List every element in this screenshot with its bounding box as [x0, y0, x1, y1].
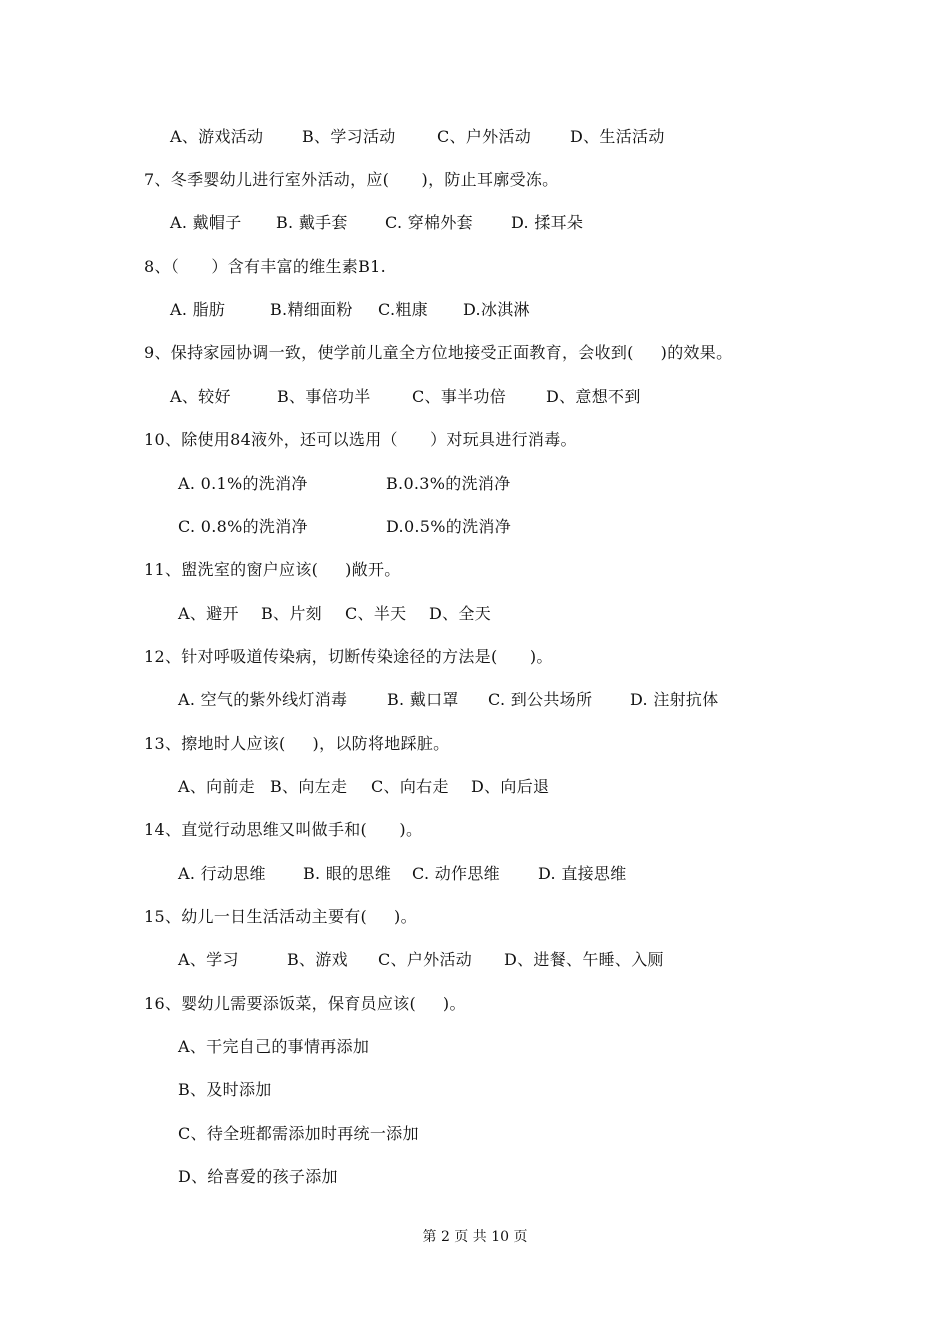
option-q7-c: C. 穿棉外套: [385, 213, 473, 232]
options-q10-row1: [0, 474, 950, 494]
option-q15-d: D、进餐、午睡、入厕: [504, 950, 664, 969]
option-q14-a: A. 行动思维: [178, 864, 266, 883]
option-q11-b: B、片刻: [261, 604, 322, 623]
options-q11: [0, 604, 950, 624]
options-q10-row2: [0, 517, 950, 537]
option-q7-a: A. 戴帽子: [170, 213, 242, 232]
question-11-stem: 11、盥洗室的窗户应该( )敞开。: [144, 560, 401, 579]
option-q8-b: B.精细面粉: [270, 300, 353, 319]
option-q7-d: D. 揉耳朵: [511, 213, 584, 232]
option-q13-a: A、向前走: [178, 777, 256, 796]
options-q9: [0, 387, 950, 407]
option-q13-c: C、向右走: [371, 777, 449, 796]
option-q12-a: A. 空气的紫外线灯消毒: [178, 690, 348, 709]
option-q11-a: A、避开: [178, 604, 239, 623]
option-q12-c: C. 到公共场所: [488, 690, 593, 709]
option-q15-b: B、游戏: [287, 950, 348, 969]
option-q14-c: C. 动作思维: [412, 864, 500, 883]
option-q16-c: C、待全班都需添加时再统一添加: [178, 1124, 419, 1143]
option-q12-d: D. 注射抗体: [630, 690, 719, 709]
option-q6-d: D、生活活动: [570, 127, 665, 146]
option-q6-b: B、学习活动: [302, 127, 396, 146]
options-q6: [0, 127, 950, 147]
option-q10-a: A. 0.1%的洗消净: [178, 474, 308, 493]
options-q13: [0, 777, 950, 797]
options-q7: [0, 213, 950, 233]
option-q9-d: D、意想不到: [546, 387, 641, 406]
option-q8-a: A. 脂肪: [170, 300, 226, 319]
page-footer: 第 2 页 共 10 页: [422, 1229, 528, 1245]
option-q16-d: D、给喜爱的孩子添加: [178, 1167, 338, 1186]
option-q11-d: D、全天: [429, 604, 492, 623]
option-q15-a: A、学习: [178, 950, 239, 969]
options-q14: [0, 864, 950, 884]
option-q16-b: B、及时添加: [178, 1080, 272, 1099]
option-q10-d: D.0.5%的洗消净: [386, 517, 511, 536]
option-q10-c: C. 0.8%的洗消净: [178, 517, 308, 536]
option-q10-b: B.0.3%的洗消净: [386, 474, 511, 493]
options-q8: [0, 300, 950, 320]
option-q9-a: A、较好: [170, 387, 231, 406]
option-q14-b: B. 眼的思维: [303, 864, 392, 883]
question-7-stem: 7、冬季婴幼儿进行室外活动，应( )，防止耳廓受冻。: [144, 170, 559, 189]
option-q6-c: C、户外活动: [437, 127, 532, 146]
question-9-stem: 9、保持家园协调一致，使学前儿童全方位地接受正面教育，会收到( )的效果。: [144, 343, 733, 362]
option-q8-d: D.冰淇淋: [463, 300, 530, 319]
option-q6-a: A、游戏活动: [170, 127, 264, 146]
option-q12-b: B. 戴口罩: [387, 690, 459, 709]
question-16-stem: 16、婴幼儿需要添饭菜，保育员应该( )。: [144, 994, 466, 1013]
option-q9-c: C、事半功倍: [412, 387, 507, 406]
question-14-stem: 14、直觉行动思维又叫做手和( )。: [144, 820, 423, 839]
option-q7-b: B. 戴手套: [276, 213, 348, 232]
option-q16-a: A、干完自己的事情再添加: [178, 1037, 370, 1056]
option-q9-b: B、事倍功半: [277, 387, 371, 406]
question-13-stem: 13、擦地时人应该( )，以防将地踩脏。: [144, 734, 450, 753]
option-q13-d: D、向后退: [471, 777, 550, 796]
question-8-stem: 8、（ ）含有丰富的维生素B1.: [144, 257, 387, 276]
options-q15: [0, 950, 950, 970]
option-q15-c: C、户外活动: [378, 950, 473, 969]
question-12-stem: 12、针对呼吸道传染病，切断传染途径的方法是( )。: [144, 647, 553, 666]
option-q11-c: C、半天: [345, 604, 407, 623]
option-q14-d: D. 直接思维: [538, 864, 627, 883]
question-15-stem: 15、幼儿一日生活活动主要有( )。: [144, 907, 417, 926]
options-q12: [0, 690, 950, 710]
option-q13-b: B、向左走: [270, 777, 348, 796]
question-10-stem: 10、除使用84液外，还可以选用（ ）对玩具进行消毒。: [144, 430, 577, 449]
option-q8-c: C.粗康: [378, 300, 428, 319]
